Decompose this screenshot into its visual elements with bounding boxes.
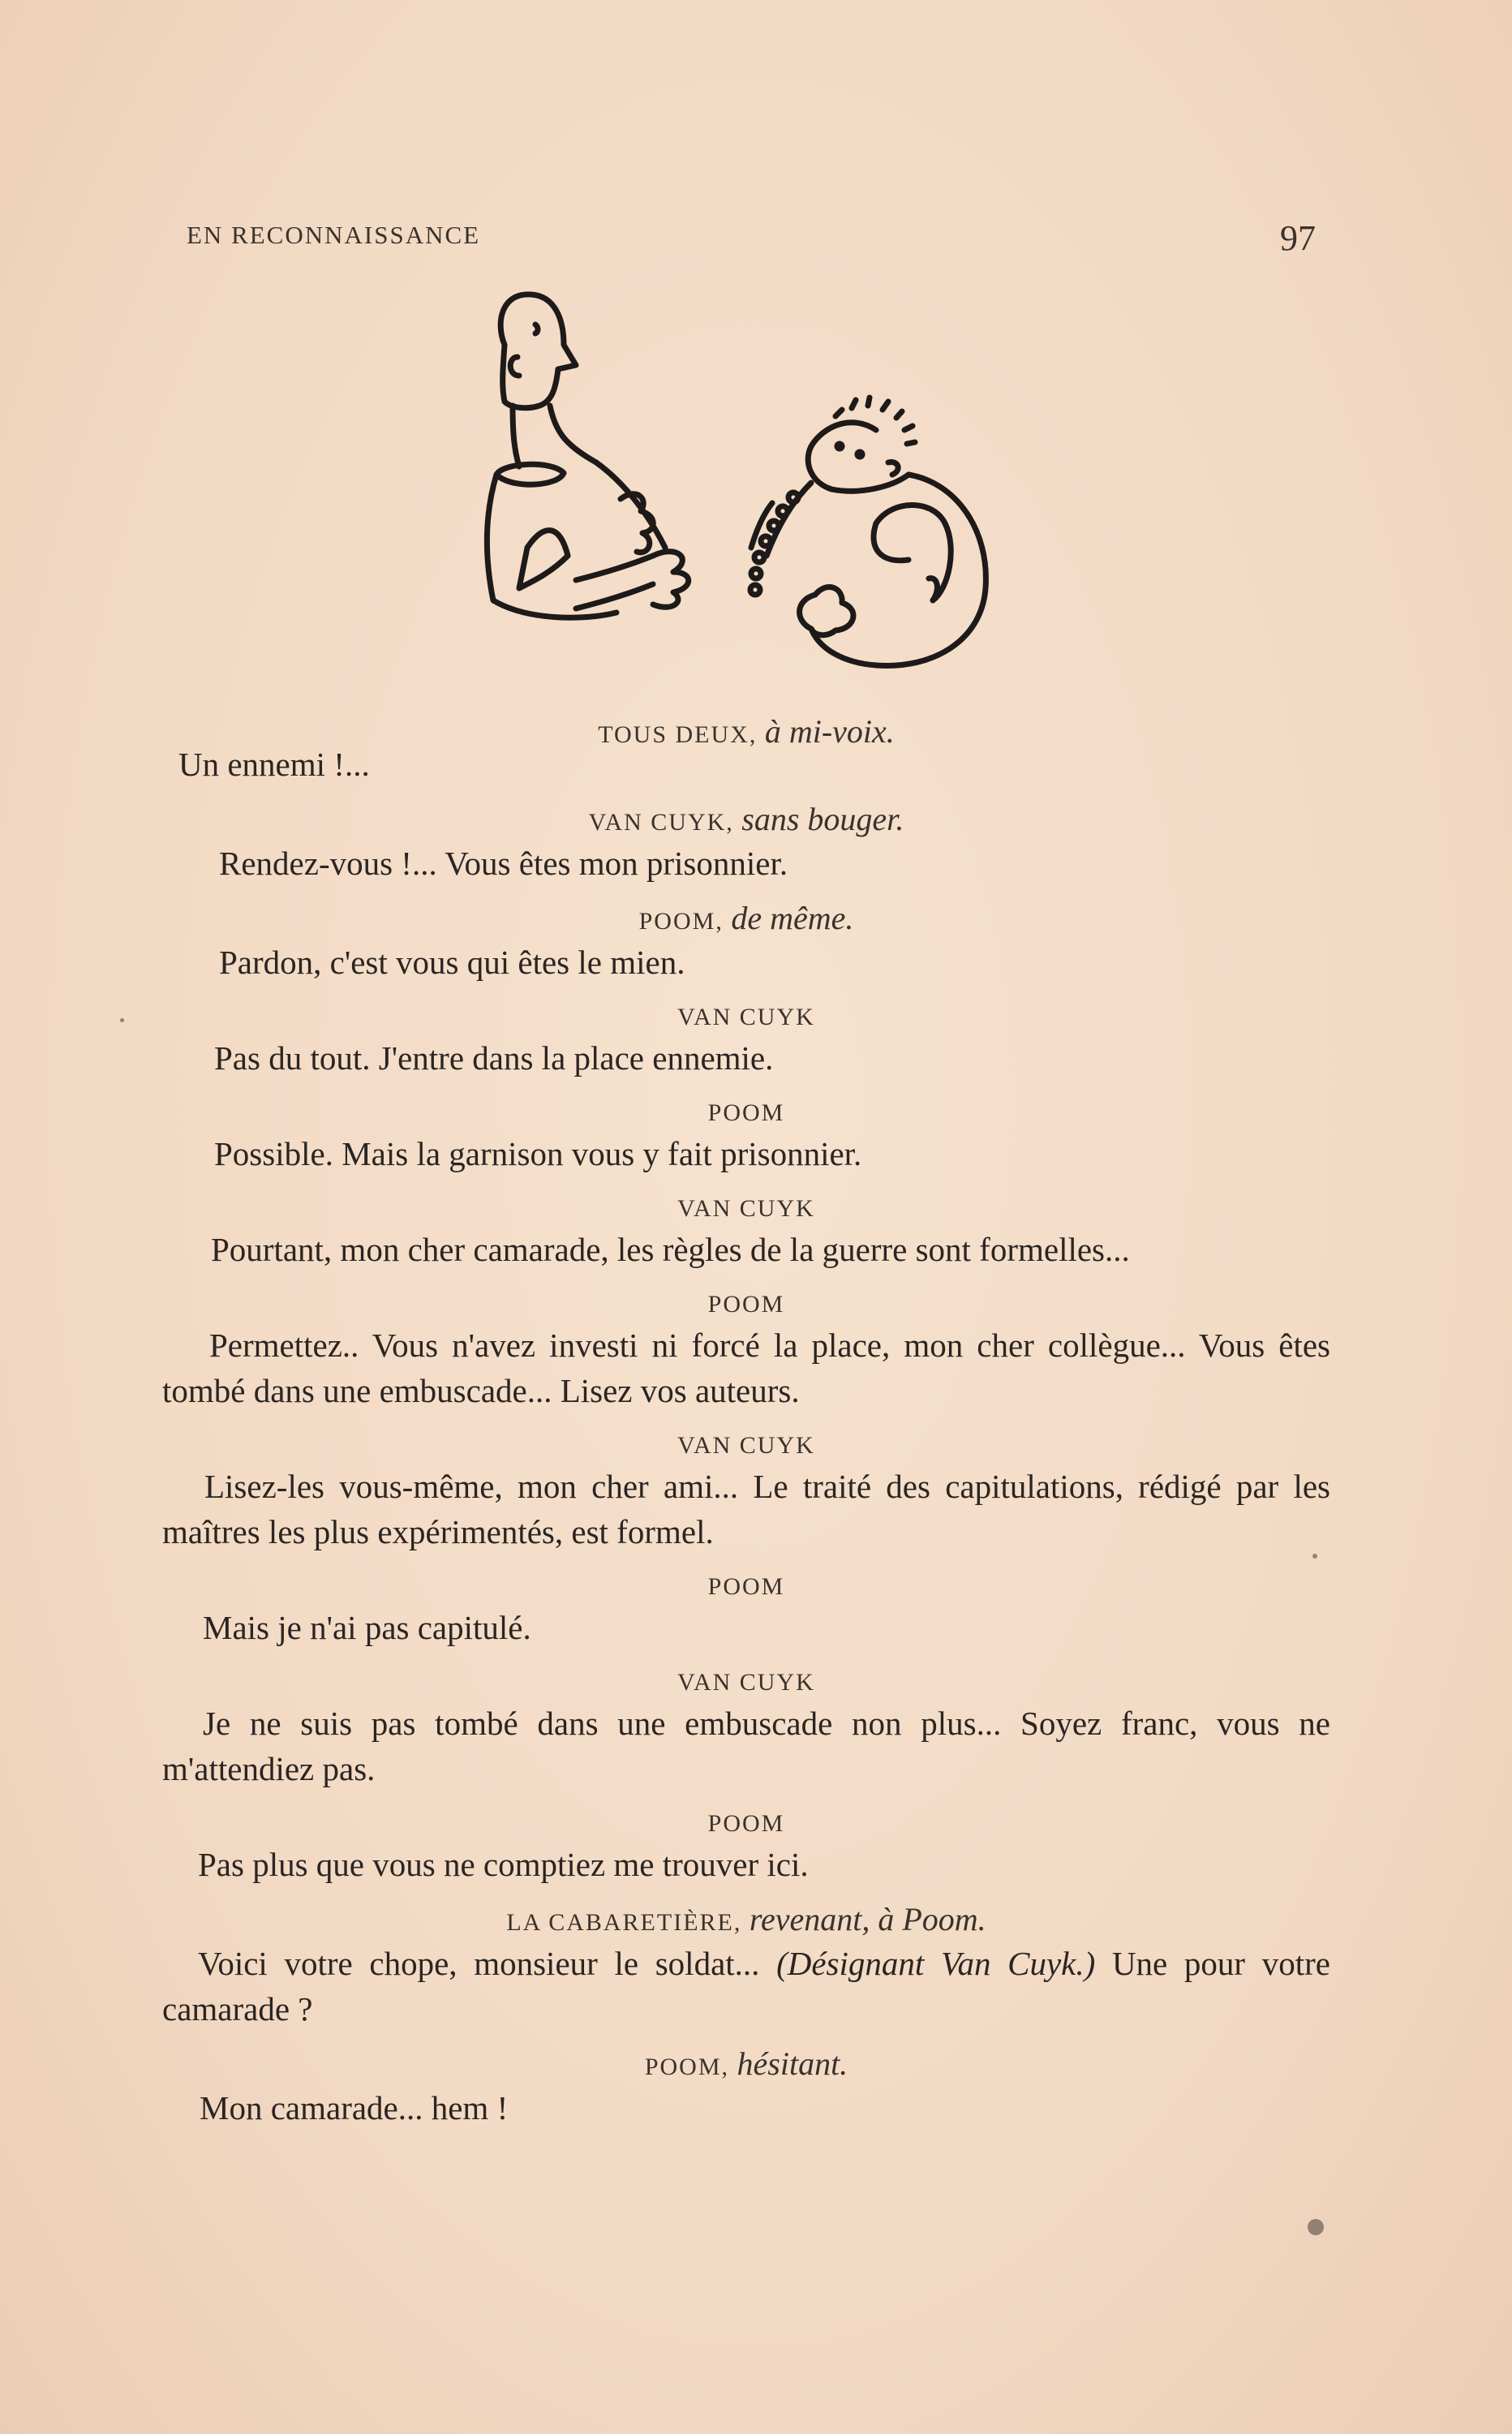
paper-speck — [1312, 1554, 1317, 1559]
dialogue-line: Lisez-les vous-même, mon cher ami... Le traité des capitulations, rédigé par les maîtres les plus expérimentés, est formel. — [162, 1468, 1330, 1550]
dialogue-line: Possible. Mais la garnison vous y fait prisonnier. — [214, 1135, 862, 1172]
dialogue-line: Pourtant, mon cher camarade, les règles de la guerre sont formelles... — [211, 1231, 1130, 1268]
dialogue-line: Mais je n'ai pas capitulé. — [203, 1609, 531, 1646]
dialogue-line: Mon camarade... hem ! — [200, 2089, 509, 2127]
dialogue-line: Un ennemi !... — [178, 746, 370, 783]
speaker-tag: VAN CUYK — [677, 1432, 815, 1459]
speaker-tag: VAN CUYK — [677, 1669, 815, 1696]
speaker-tag: POOM — [707, 1573, 785, 1600]
dialogue-line: Je ne suis pas tombé dans une embuscade non plus... Soyez franc, vous ne m'attendiez pas. — [162, 1705, 1330, 1787]
dialogue-line: Pas du tout. J'entre dans la place ennemie. — [214, 1039, 774, 1077]
dialogue-text — [162, 714, 1330, 2145]
running-title: EN RECONNAISSANCE — [187, 221, 481, 249]
speaker-tag: POOM, de même. — [638, 900, 854, 936]
speaker-tag: POOM, hésitant. — [644, 2045, 848, 2082]
two-soldiers-caricature-icon — [454, 280, 1038, 718]
speaker-tag: POOM — [707, 1099, 785, 1126]
speaker-tag: VAN CUYK, sans bouger. — [588, 801, 904, 837]
speaker-tag: POOM — [707, 1810, 785, 1837]
dialogue-line: Rendez-vous !... Vous êtes mon prisonnier. — [219, 845, 788, 882]
paper-speck — [120, 1018, 124, 1022]
page-number: 97 — [1280, 218, 1316, 258]
dialogue-line: Pas plus que vous ne comptiez me trouver ici. — [198, 1846, 809, 1883]
speaker-tag: LA CABARETIÈRE, revenant, à Poom. — [506, 1901, 986, 1937]
dialogue-line: Permettez.. Vous n'avez investi ni forcé la place, mon cher collègue... Vous êtes tombé dans une embuscade... Lisez vos auteurs. — [162, 1327, 1330, 1409]
dialogue-line: Pardon, c'est vous qui êtes le mien. — [219, 944, 685, 981]
stage-direction: (Désignant Van Cuyk.) — [776, 1945, 1096, 1982]
speaker-tag: VAN CUYK — [677, 1004, 815, 1030]
dialogue-line: Voici votre chope, monsieur le soldat... (Désignant Van Cuyk.) Une pour votre camarade ? — [162, 1945, 1330, 2028]
speaker-tag: VAN CUYK — [677, 1195, 815, 1222]
speaker-tag: POOM — [707, 1291, 785, 1318]
paper-speck — [1308, 2219, 1324, 2235]
speaker-tag: TOUS DEUX, à mi-voix. — [598, 713, 895, 750]
